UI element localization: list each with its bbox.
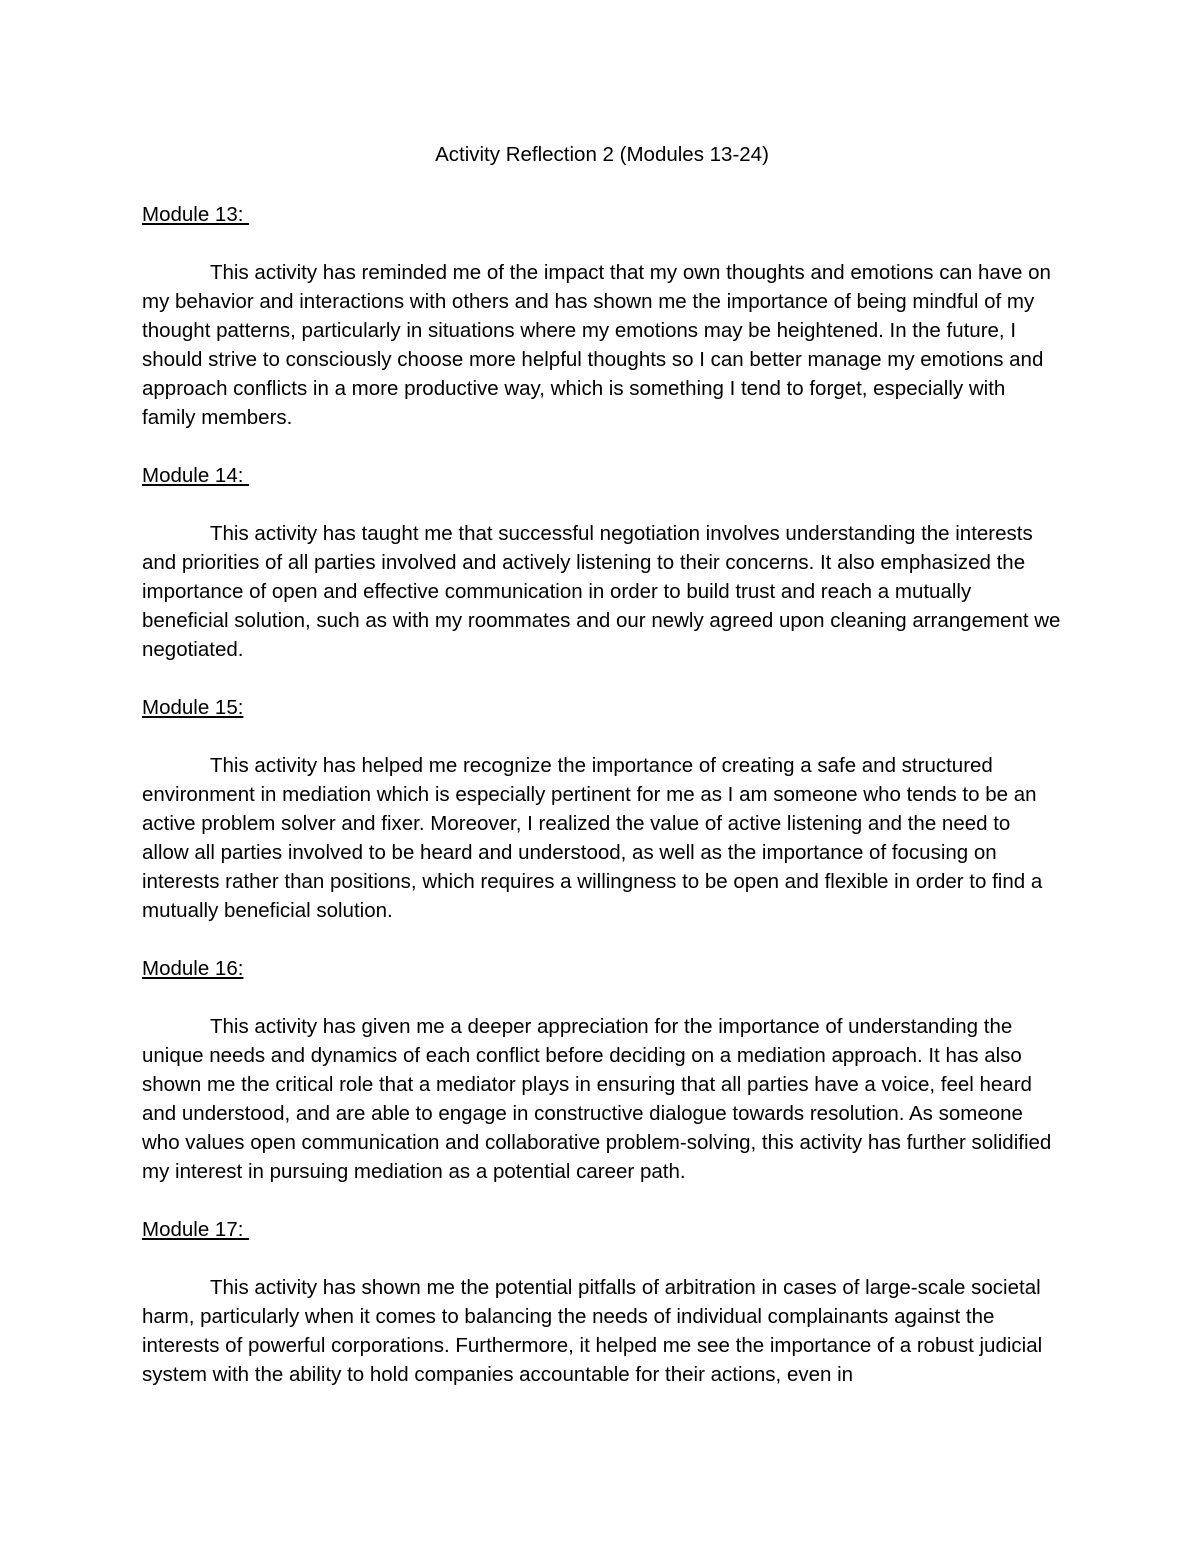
module-13-heading: Module 13: xyxy=(142,203,250,226)
module-13-section xyxy=(142,200,1062,432)
module-15-heading: Module 15: xyxy=(142,696,244,719)
module-15-paragraph: This activity has helped me recognize the importance of creating a safe and structured environment in mediation which is especially pertinent for me as I am someone who tends to be an active problem solver and fixer. Moreover, I realized the value of active listening and the need to allow all parties involved to be heard and understood, as well as the importance of focusing on interests rather than positions, which requires a willingness to be open and flexible in order to find a mutually beneficial solution. xyxy=(142,754,1043,922)
module-17-heading: Module 17: xyxy=(142,1218,250,1241)
module-16-heading: Module 16: xyxy=(142,957,244,980)
module-14-paragraph: This activity has taught me that successful negotiation involves understanding the interests and priorities of all parties involved and actively listening to their concerns. It also emphasized the importance of open and effective communication in order to build trust and reach a mutually beneficial solution, such as with my roommates and our newly agreed upon cleaning arrangement we negotiated. xyxy=(142,522,1061,661)
module-17-paragraph: This activity has shown me the potential pitfalls of arbitration in cases of large-scale societal harm, particularly when it comes to balancing the needs of individual complainants against the interests of powerful corporations. Furthermore, it helped me see the importance of a robust judicial system with the ability to hold companies accountable for their actions, even in xyxy=(142,1276,1043,1386)
module-16-paragraph: This activity has given me a deeper appreciation for the importance of understanding the unique needs and dynamics of each conflict before deciding on a mediation approach. It has also shown me the critical role that a mediator plays in ensuring that all parties have a voice, feel heard and understood, and are able to engage in constructive dialogue towards resolution. As someone who values open communication and collaborative problem-solving, this activity has further solidified my interest in pursuing mediation as a potential career path. xyxy=(142,1015,1052,1183)
module-16-section xyxy=(142,954,1062,1186)
module-14-heading: Module 14: xyxy=(142,464,250,487)
module-13-paragraph: This activity has reminded me of the impact that my own thoughts and emotions can have on my behavior and interactions with others and has shown me the importance of being mindful of my thought patterns, particularly in situations where my emotions may be heightened. In the future, I should strive to consciously choose more helpful thoughts so I can better manage my emotions and approach conflicts in a more productive way, which is something I tend to forget, especially with family members. xyxy=(142,261,1051,429)
module-17-section xyxy=(142,1215,1062,1389)
module-14-section xyxy=(142,461,1062,664)
document-page xyxy=(142,140,1062,1418)
module-15-section xyxy=(142,693,1062,925)
document-title: Activity Reflection 2 (Modules 13-24) xyxy=(435,143,769,166)
